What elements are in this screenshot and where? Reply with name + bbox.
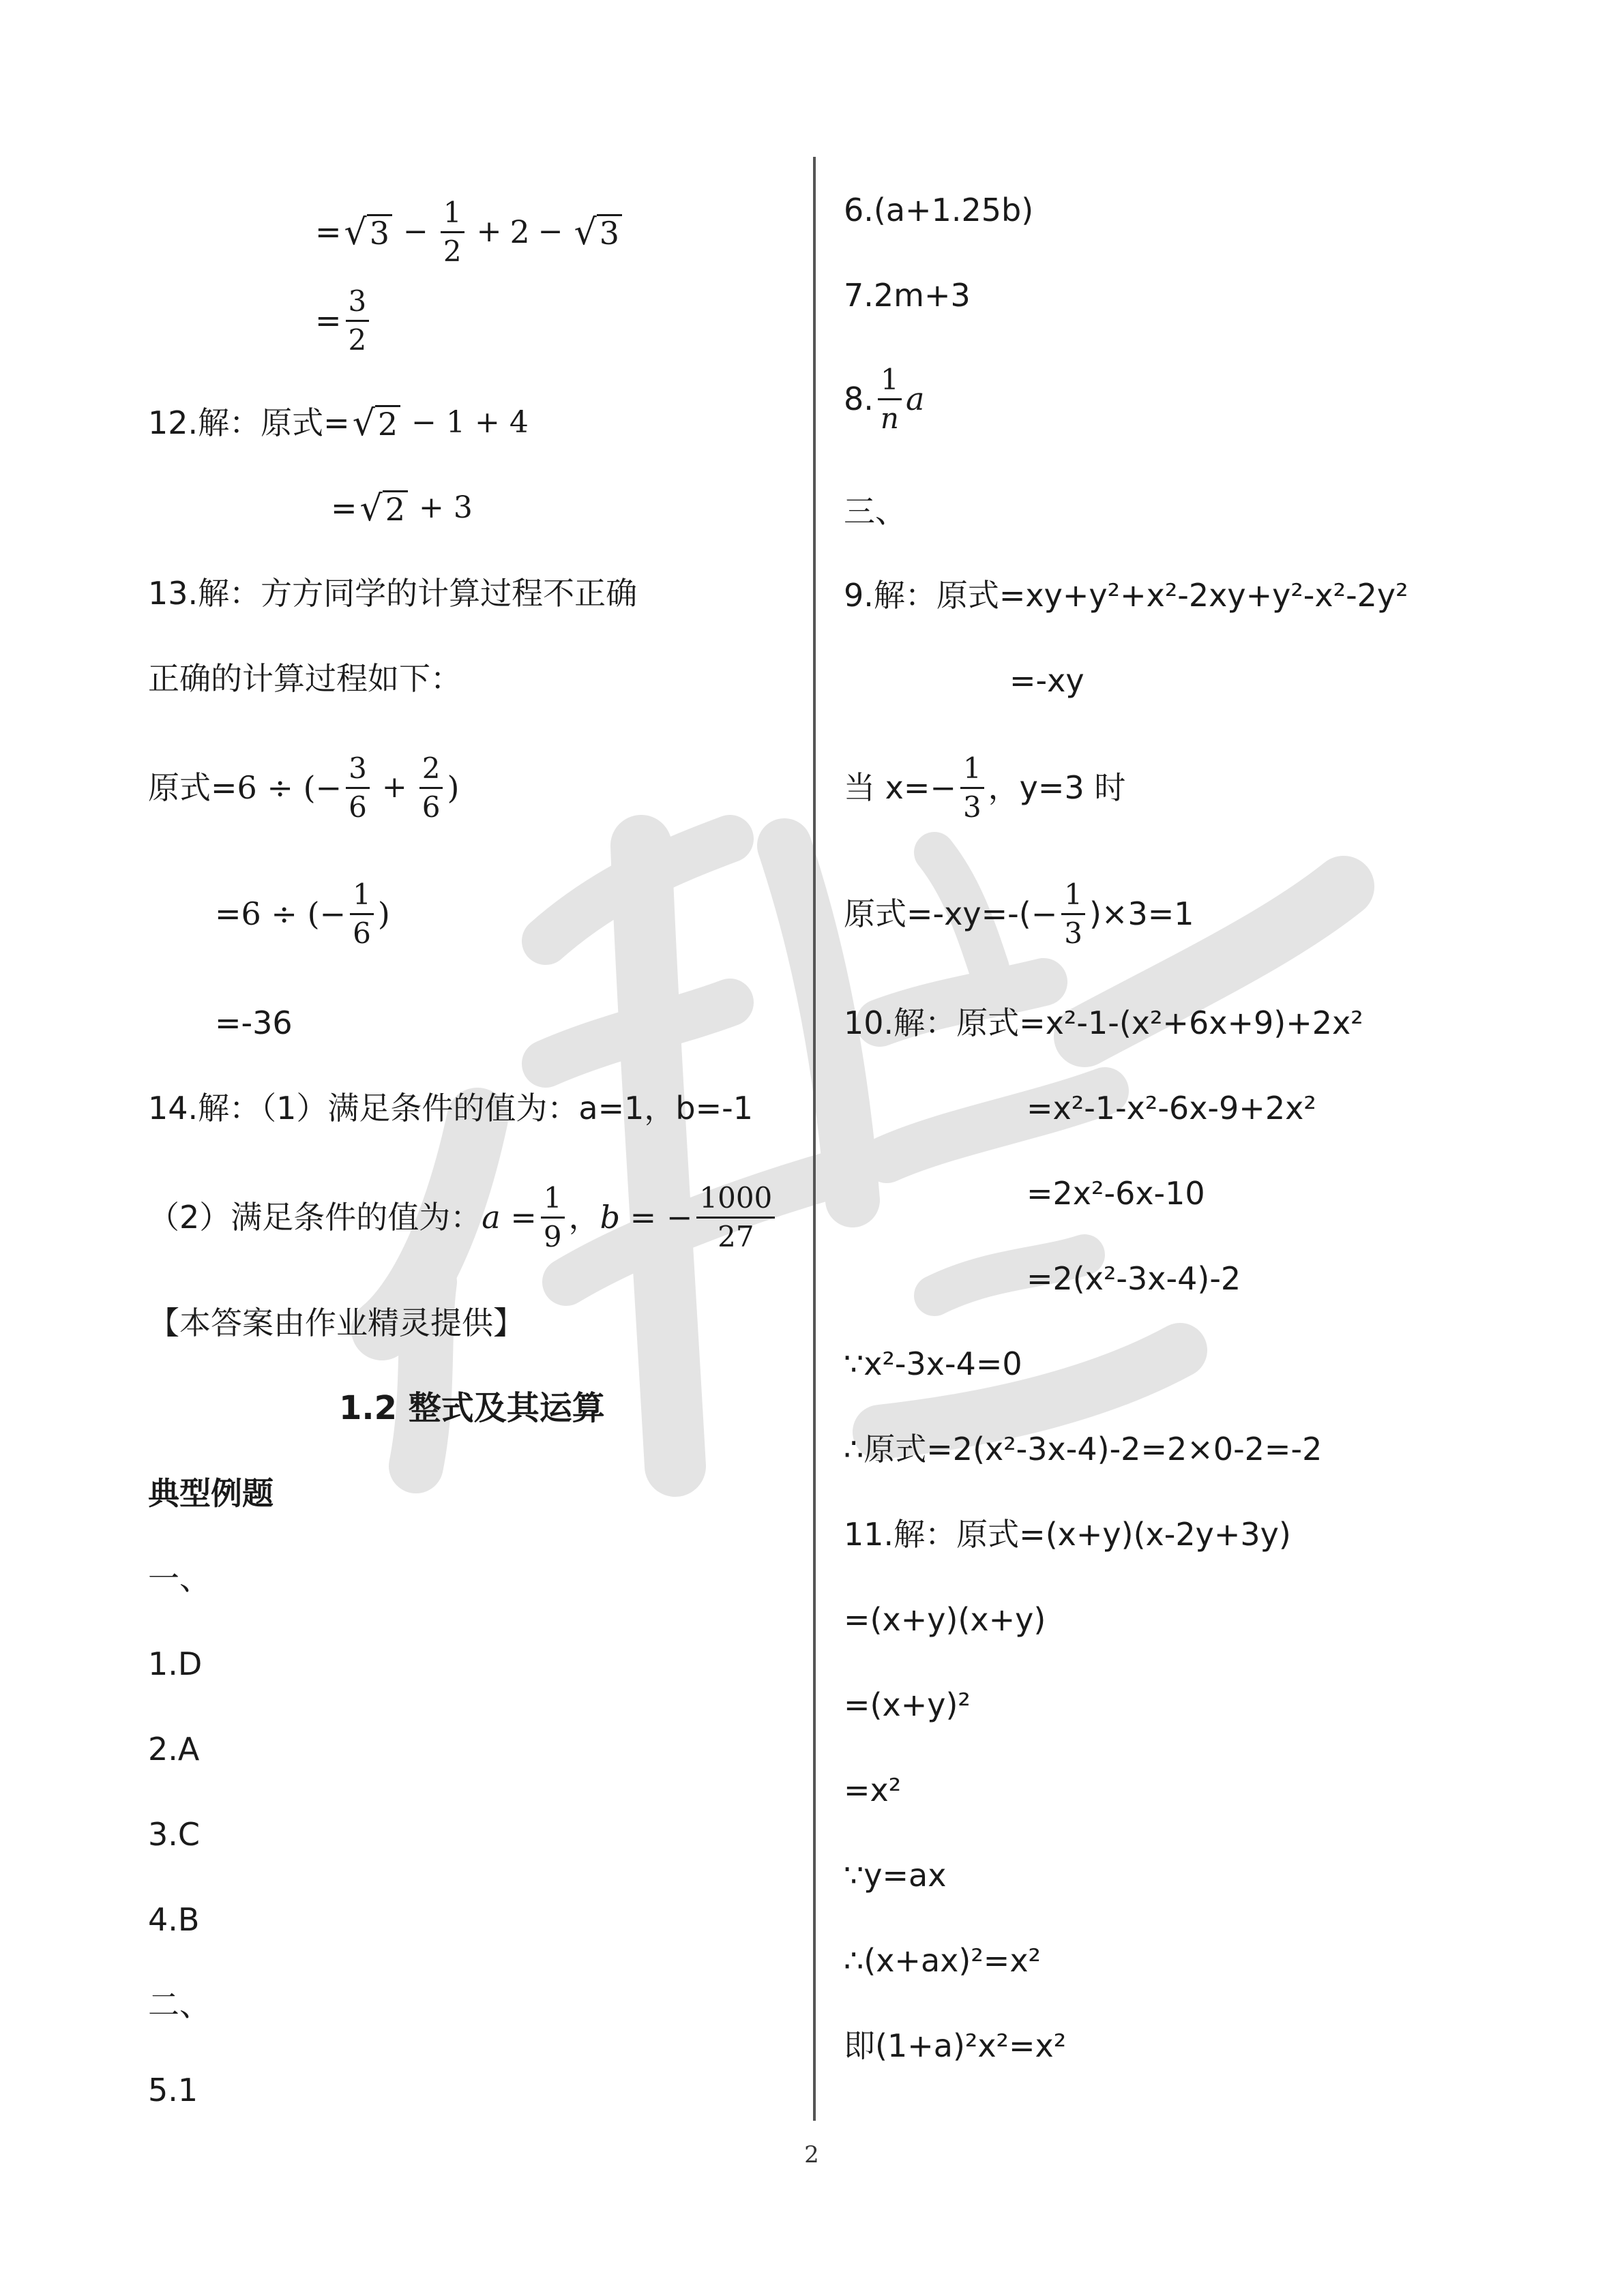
- column-divider: [813, 157, 816, 2121]
- fraction: $\frac{1}{9}$: [541, 1181, 565, 1254]
- sqrt-expr: √ 3: [574, 214, 622, 250]
- math-line: 8. $\frac{1}{n}$ a: [844, 362, 925, 435]
- answer-line: =2x²-6x-10: [1027, 1175, 1205, 1212]
- answer-line: =-xy: [1009, 662, 1084, 699]
- answer-line: =x²-1-x²-6x-9+2x²: [1027, 1090, 1316, 1127]
- credit-note: 【本答案由作业精灵提供】: [148, 1304, 525, 1341]
- fraction: $\frac{1}{n}$: [878, 363, 902, 436]
- answer-line: 10.解：原式=x²-1-(x²+6x+9)+2x²: [844, 1004, 1363, 1041]
- answer-line: ∵x²-3x-4=0: [844, 1345, 1022, 1382]
- answer-line: 11.解：原式=(x+y)(x-2y+3y): [844, 1516, 1291, 1553]
- fraction: $\frac{1}{3}$: [1061, 878, 1085, 951]
- answer-line: =(x+y)(x+y): [844, 1601, 1046, 1638]
- part-heading: 二、: [148, 1986, 211, 2023]
- sqrt-expr: √ 2: [353, 405, 400, 441]
- answer-line: =-36: [215, 1004, 293, 1041]
- answer-line: = √ 2 + 3: [331, 488, 473, 529]
- fraction: $\frac{2}{6}$: [419, 751, 443, 824]
- part-heading: 三、: [844, 493, 906, 530]
- math-line: （2）满足条件的值为： a = $\frac{1}{9}$ ， b = − $\frac{1000}{27}$: [148, 1180, 779, 1255]
- answer-line: 正确的计算过程如下：: [148, 660, 462, 697]
- answer-line: =(x+y)²: [844, 1686, 971, 1723]
- answer-line: =2(x²-3x-4)-2: [1027, 1260, 1241, 1297]
- fraction: $\frac{3}{6}$: [346, 751, 370, 824]
- fraction: $\frac{1}{2}$: [441, 196, 464, 269]
- fraction: $\frac{3}{2}$: [346, 284, 370, 357]
- math-line: = $\frac{3}{2}$: [315, 286, 373, 355]
- sqrt-expr: √ 2: [360, 490, 408, 526]
- answer-line: 即(1+a)²x²=x²: [844, 2027, 1067, 2064]
- answer-line: ∴(x+ax)²=x²: [844, 1942, 1041, 1979]
- answer-line: 14.解：（1）满足条件的值为：a=1，b=-1: [148, 1090, 754, 1127]
- fraction: $\frac{1}{6}$: [350, 878, 374, 951]
- answer-line: =x²: [844, 1772, 902, 1808]
- answer-item: 2.A: [148, 1731, 200, 1768]
- subsection-heading: 典型例题: [148, 1475, 274, 1512]
- math-line: = √ 3 − $\frac{1}{2}$ + 2 − √ 3: [315, 201, 625, 263]
- sqrt-expr: √ 3: [344, 214, 392, 250]
- answer-item: 7.2m+3: [844, 277, 971, 314]
- answer-item: 6.(a+1.25b): [844, 192, 1034, 228]
- answer-item: 5.1: [148, 2072, 198, 2108]
- fraction: $\frac{1}{3}$: [960, 751, 984, 824]
- answer-line: ∵y=ax: [844, 1857, 947, 1894]
- answer-item: 4.B: [148, 1901, 200, 1938]
- answer-line: 9.解：原式=xy+y²+x²-2xy+y²-x²-2y²: [844, 577, 1408, 614]
- fraction: $\frac{1000}{27}$: [696, 1181, 775, 1254]
- math-line: 原式= 6 ÷ (− $\frac{3}{6}$ + $\frac{2}{6}$ ): [148, 751, 460, 824]
- page-number: 2: [804, 2141, 819, 2168]
- part-heading: 一、: [148, 1560, 211, 1597]
- answer-line: 12.解：原式= √ 2 − 1 + 4: [148, 402, 529, 444]
- math-line: = 6 ÷ (− $\frac{1}{6}$ ): [215, 877, 390, 950]
- answer-line: 13.解：方方同学的计算过程不正确: [148, 575, 638, 612]
- answer-item: 1.D: [148, 1645, 203, 1682]
- math-line: 当 x= − $\frac{1}{3}$ ，y=3 时: [844, 751, 1126, 824]
- math-line: 原式=-xy=-( − $\frac{1}{3}$ )×3=1: [844, 877, 1194, 950]
- answer-item: 3.C: [148, 1816, 201, 1853]
- answer-line: ∴原式=2(x²-3x-4)-2=2×0-2=-2: [844, 1431, 1323, 1467]
- section-title: 1.2 整式及其运算: [339, 1389, 605, 1427]
